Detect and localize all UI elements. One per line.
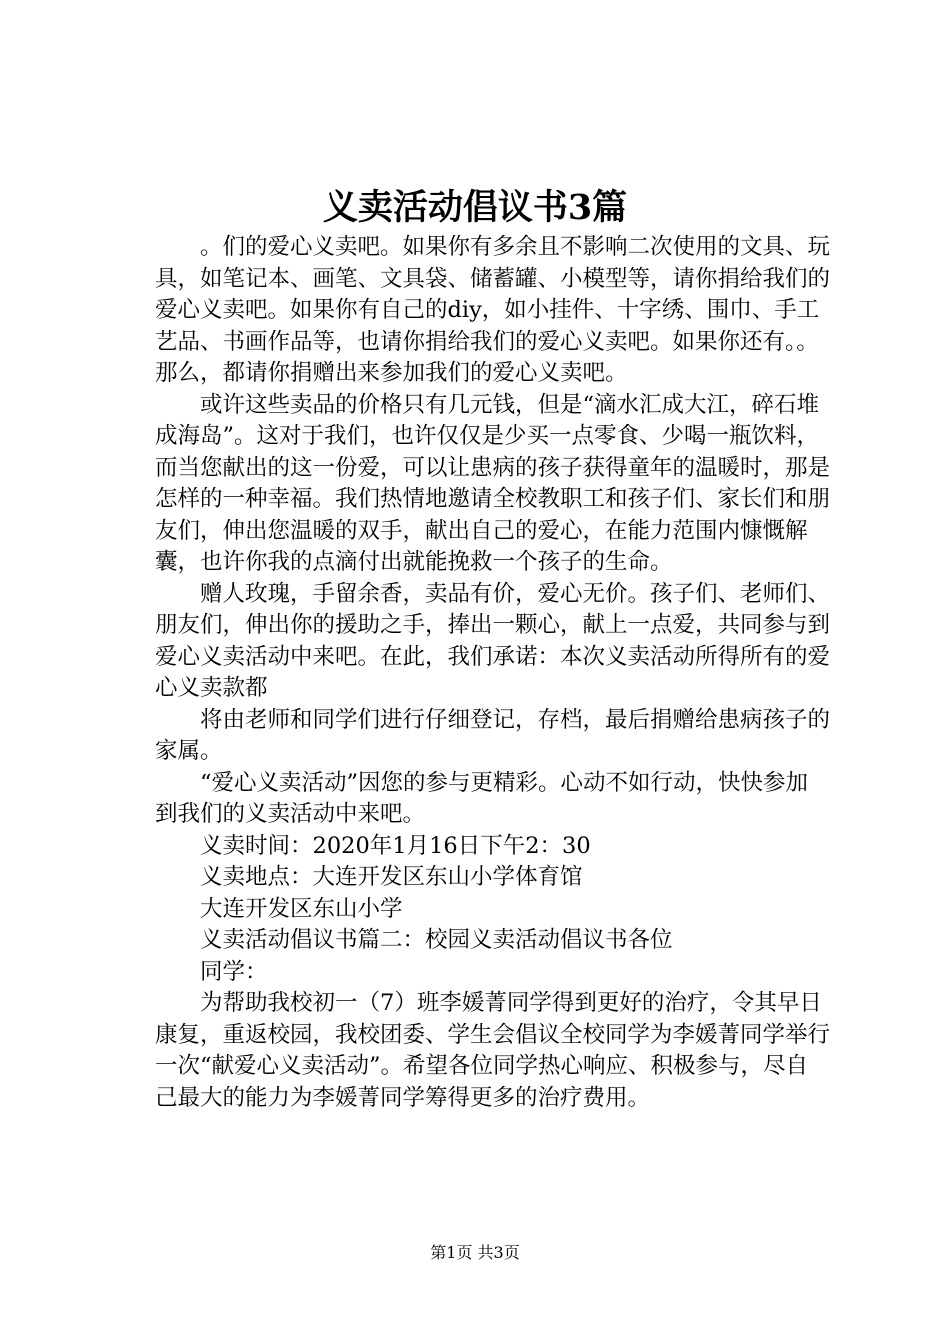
paragraph-donation-items: 。们的爱心义卖吧。如果你有多余且不影响二次使用的文具、玩具，如笔记本、画笔、文具袋、储蓄罐、小模型等，请你捐给我们的爱心义卖吧。如果你有自己的diy，如小挂件、十字绣、围巾、手工艺品、书画作品等，也请你捐给我们的爱心义卖吧。如果你还有。。那么，都请你捐赠出来参加我们的爱心义卖吧。 <box>155 234 831 386</box>
paragraph-sale-time: 义卖时间：2020年1月16日下午2：30 <box>200 832 591 859</box>
paragraph-school-name: 大连开发区东山小学 <box>200 895 403 922</box>
paragraph-section-two-heading: 义卖活动倡议书篇二：校园义卖活动倡议书各位 <box>200 927 673 953</box>
document-title: 义卖活动倡议书3篇 <box>322 187 628 228</box>
paragraph-appeal: 为帮助我校初一（7）班李媛菁同学得到更好的治疗，令其早日康复，重返校园，我校团委、学生会倡议全校同学为李媛菁同学举行一次“献爱心义卖活动”。希望各位同学热心响应、积极参与，尽自己最大的能力为李媛菁同学筹得更多的治疗费用。 <box>155 990 831 1111</box>
paragraph-roses: 赠人玫瑰，手留余香，卖品有价，爱心无价。孩子们、老师们、朋友们，伸出你的援助之手，捧出一颗心，献上一点爱，共同参与到爱心义卖活动中来吧。在此，我们承诺：本次义卖活动所得所有的爱心义卖款都 <box>155 580 831 701</box>
paragraph-registration: 将由老师和同学们进行仔细登记，存档，最后捐赠给患病孩子的家属。 <box>155 706 831 764</box>
paragraph-call-to-action: “爱心义卖活动”因您的参与更精彩。心动不如行动，快快参加到我们的义卖活动中来吧。 <box>155 769 809 827</box>
paragraph-sale-location: 义卖地点：大连开发区东山小学体育馆 <box>200 864 583 890</box>
paragraph-salutation: 同学： <box>200 958 268 985</box>
document-body <box>155 232 830 1114</box>
page-number-footer: 第1页 共3页 <box>430 1243 520 1262</box>
paragraph-every-drop: 或许这些卖品的价格只有几元钱，但是“滴水汇成大江，碎石堆成海岛”。这对于我们，也许仅仅是少买一点零食、少喝一瓶饮料，而当您献出的这一份爱，可以让患病的孩子获得童年的温暖时，那是怎样的一种幸福。我们热情地邀请全校教职工和孩子们、家长们和朋友们，伸出您温暖的双手，献出自己的爱心，在能力范围内慷慨解囊，也许你我的点滴付出就能挽救一个孩子的生命。 <box>155 391 831 575</box>
